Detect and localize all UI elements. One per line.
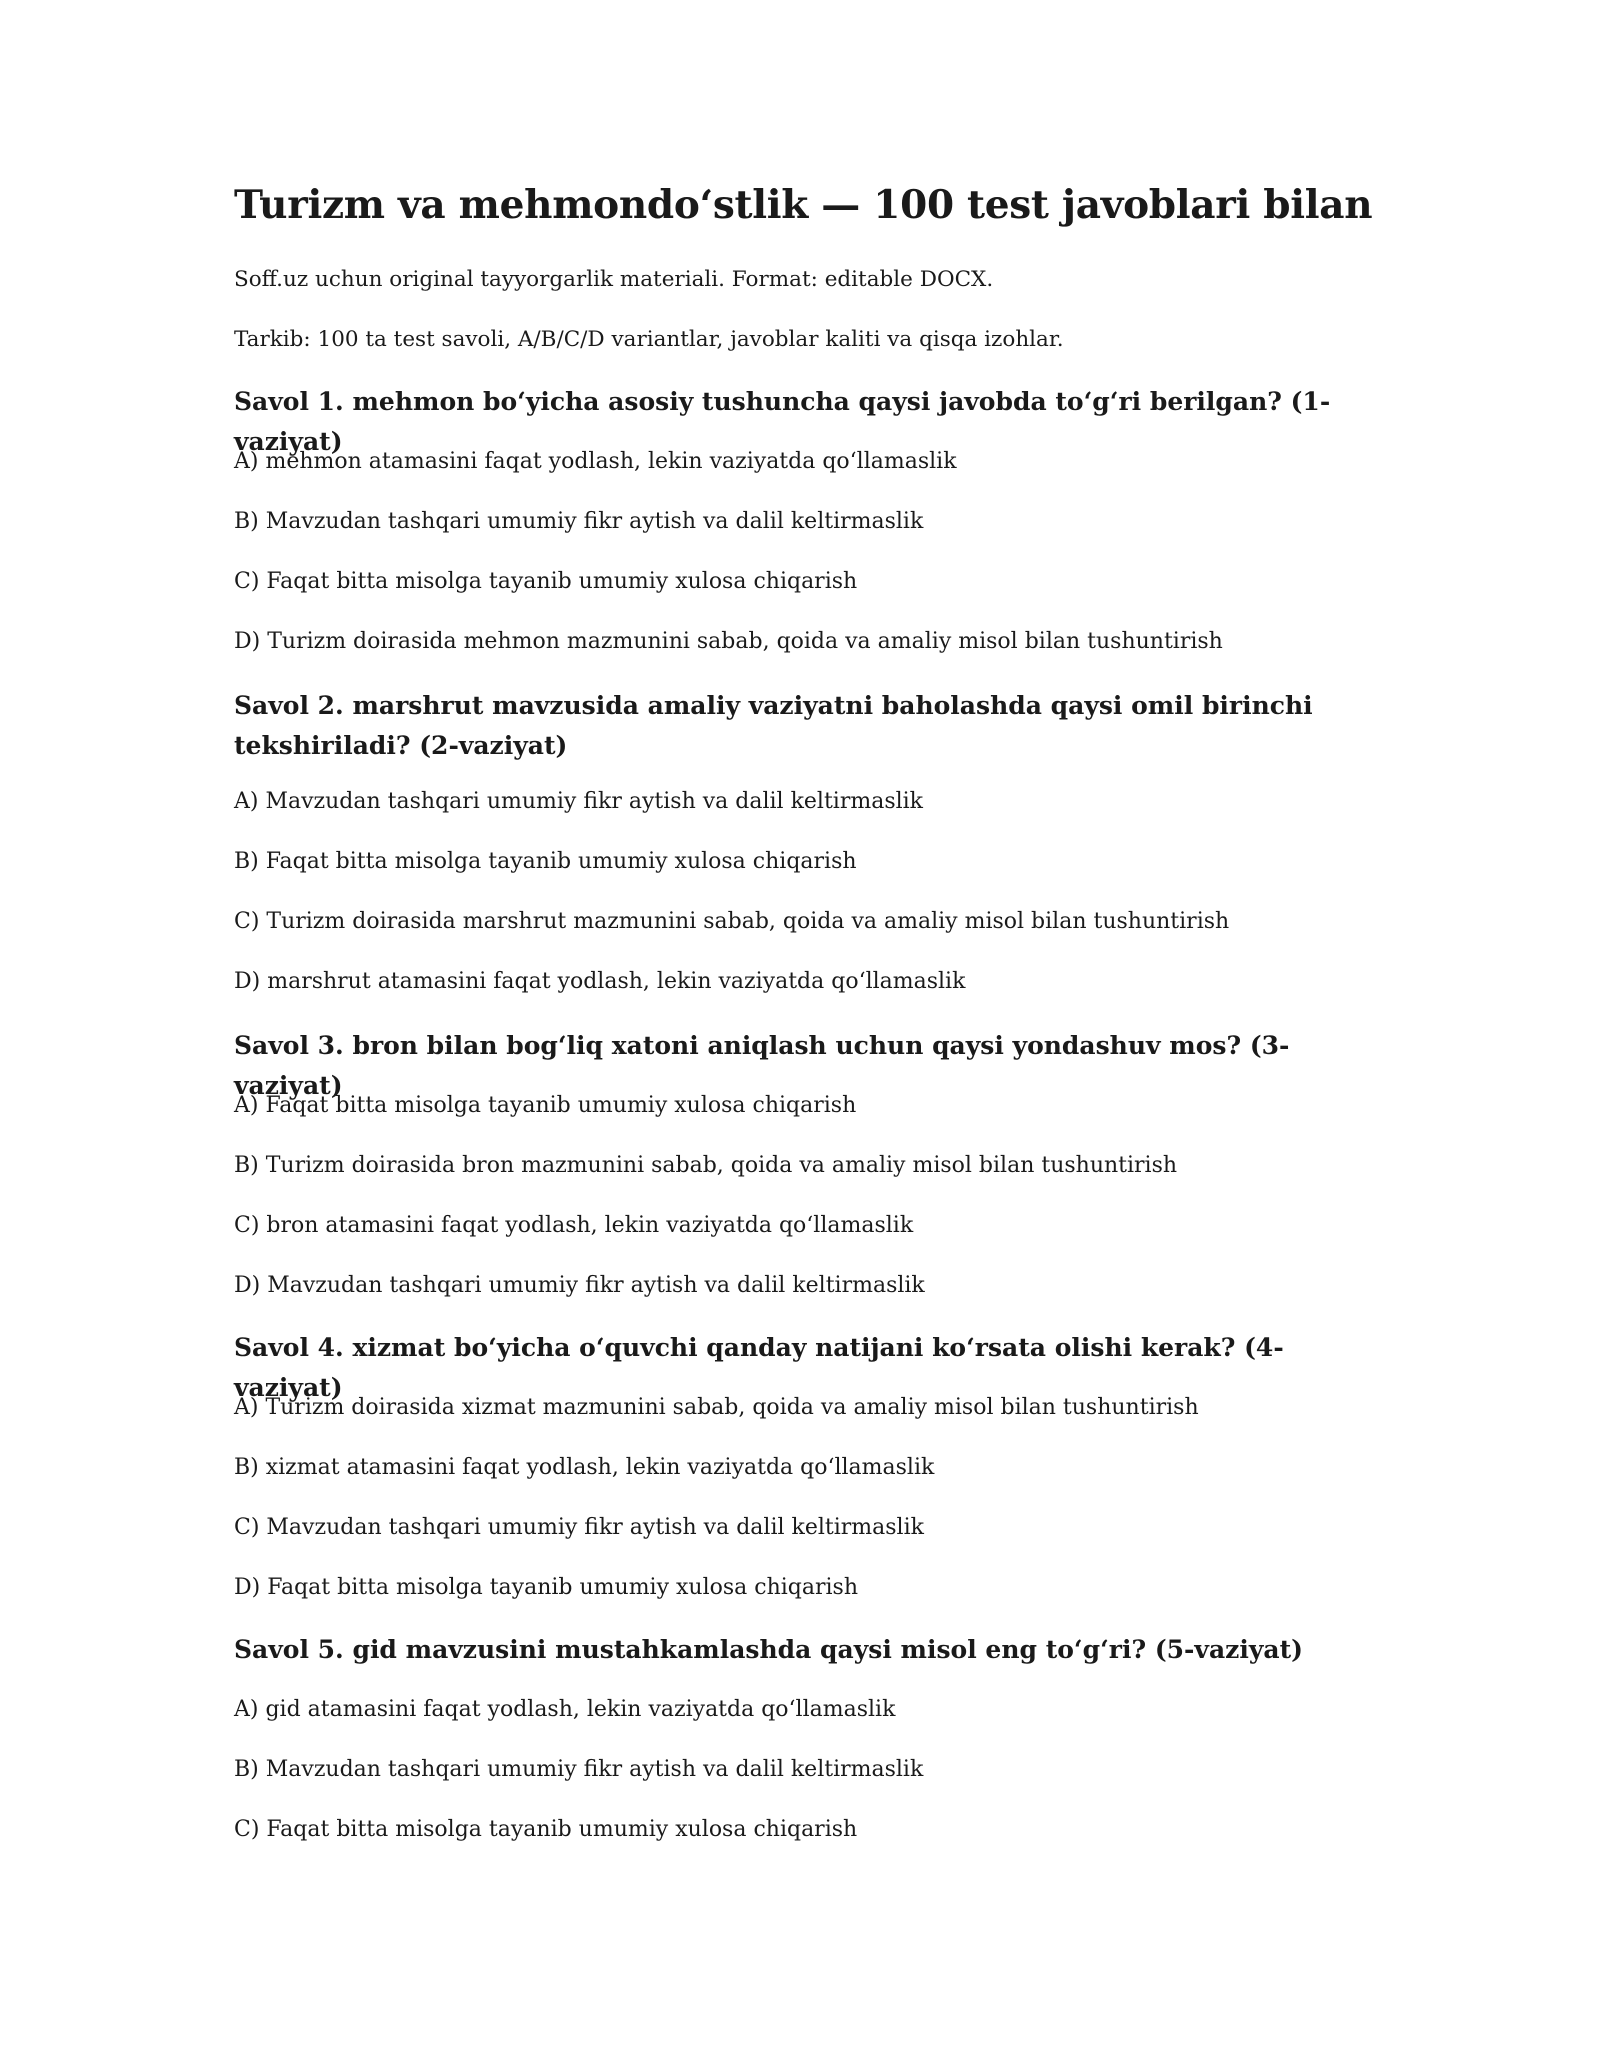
question-4-option-a: A) Turizm doirasida xizmat mazmunini sabab, qoida va amaliy misol bilan tushuntirish <box>234 1395 1199 1420</box>
question-3: Savol 3. bron bilan bog‘liq xatoni aniqlash uchun qaysi yondashuv mos? (3-vaziyat) <box>234 1031 1290 1100</box>
question-1-option-c: C) Faqat bitta misolga tayanib umumiy xulosa chiqarish <box>234 569 858 594</box>
question-2-option-c: C) Turizm doirasida marshrut mazmunini sabab, qoida va amaliy misol bilan tushuntirish <box>234 909 1230 934</box>
question-2-option-a: A) Mavzudan tashqari umumiy fikr aytish va dalil keltirmaslik <box>234 789 924 814</box>
question-2: Savol 2. marshrut mavzusida amaliy vaziyatni baholashda qaysi omil birinchi tekshiriladi? (2-vaziyat) <box>234 691 1313 760</box>
question-1: Savol 1. mehmon bo‘yicha asosiy tushuncha qaysi javobda to‘g‘ri berilgan? (1-vaziyat) <box>234 387 1331 456</box>
question-2-option-b: B) Faqat bitta misolga tayanib umumiy xulosa chiqarish <box>234 849 857 874</box>
question-5-option-b: B) Mavzudan tashqari umumiy fikr aytish va dalil keltirmaslik <box>234 1757 924 1782</box>
question-4-option-c: C) Mavzudan tashqari umumiy fikr aytish va dalil keltirmaslik <box>234 1515 924 1540</box>
question-1-option-a: A) mehmon atamasini faqat yodlash, lekin vaziyatda qo‘llamaslik <box>234 449 957 474</box>
question-3-option-b: B) Turizm doirasida bron mazmunini sabab, qoida va amaliy misol bilan tushuntirish <box>234 1153 1178 1178</box>
question-4: Savol 4. xizmat bo‘yicha o‘quvchi qanday natijani ko‘rsata olishi kerak? (4-vaziyat) <box>234 1333 1284 1402</box>
intro-contents-line: Tarkib: 100 ta test savoli, A/B/C/D variantlar, javoblar kaliti va qisqa izohlar. <box>234 327 1064 352</box>
question-1-option-d: D) Turizm doirasida mehmon mazmunini sabab, qoida va amaliy misol bilan tushuntirish <box>234 629 1223 654</box>
question-5-option-a: A) gid atamasini faqat yodlash, lekin vaziyatda qo‘llamaslik <box>234 1697 896 1722</box>
question-5-option-c: C) Faqat bitta misolga tayanib umumiy xulosa chiqarish <box>234 1817 858 1842</box>
question-3-option-d: D) Mavzudan tashqari umumiy fikr aytish va dalil keltirmaslik <box>234 1273 925 1298</box>
question-3-option-a: A) Faqat bitta misolga tayanib umumiy xulosa chiqarish <box>234 1093 857 1118</box>
question-3-option-c: C) bron atamasini faqat yodlash, lekin vaziyatda qo‘llamaslik <box>234 1213 914 1238</box>
document-title: Turizm va mehmondo‘stlik — 100 test javoblari bilan <box>234 182 1373 228</box>
question-4-option-d: D) Faqat bitta misolga tayanib umumiy xulosa chiqarish <box>234 1575 859 1600</box>
question-4-option-b: B) xizmat atamasini faqat yodlash, lekin vaziyatda qo‘llamaslik <box>234 1455 935 1480</box>
question-2-option-d: D) marshrut atamasini faqat yodlash, lekin vaziyatda qo‘llamaslik <box>234 969 966 994</box>
question-1-option-b: B) Mavzudan tashqari umumiy fikr aytish va dalil keltirmaslik <box>234 509 924 534</box>
question-5: Savol 5. gid mavzusini mustahkamlashda qaysi misol eng to‘g‘ri? (5-vaziyat) <box>234 1635 1303 1664</box>
intro-source-line: Soff.uz uchun original tayyorgarlik materiali. Format: editable DOCX. <box>234 267 994 292</box>
